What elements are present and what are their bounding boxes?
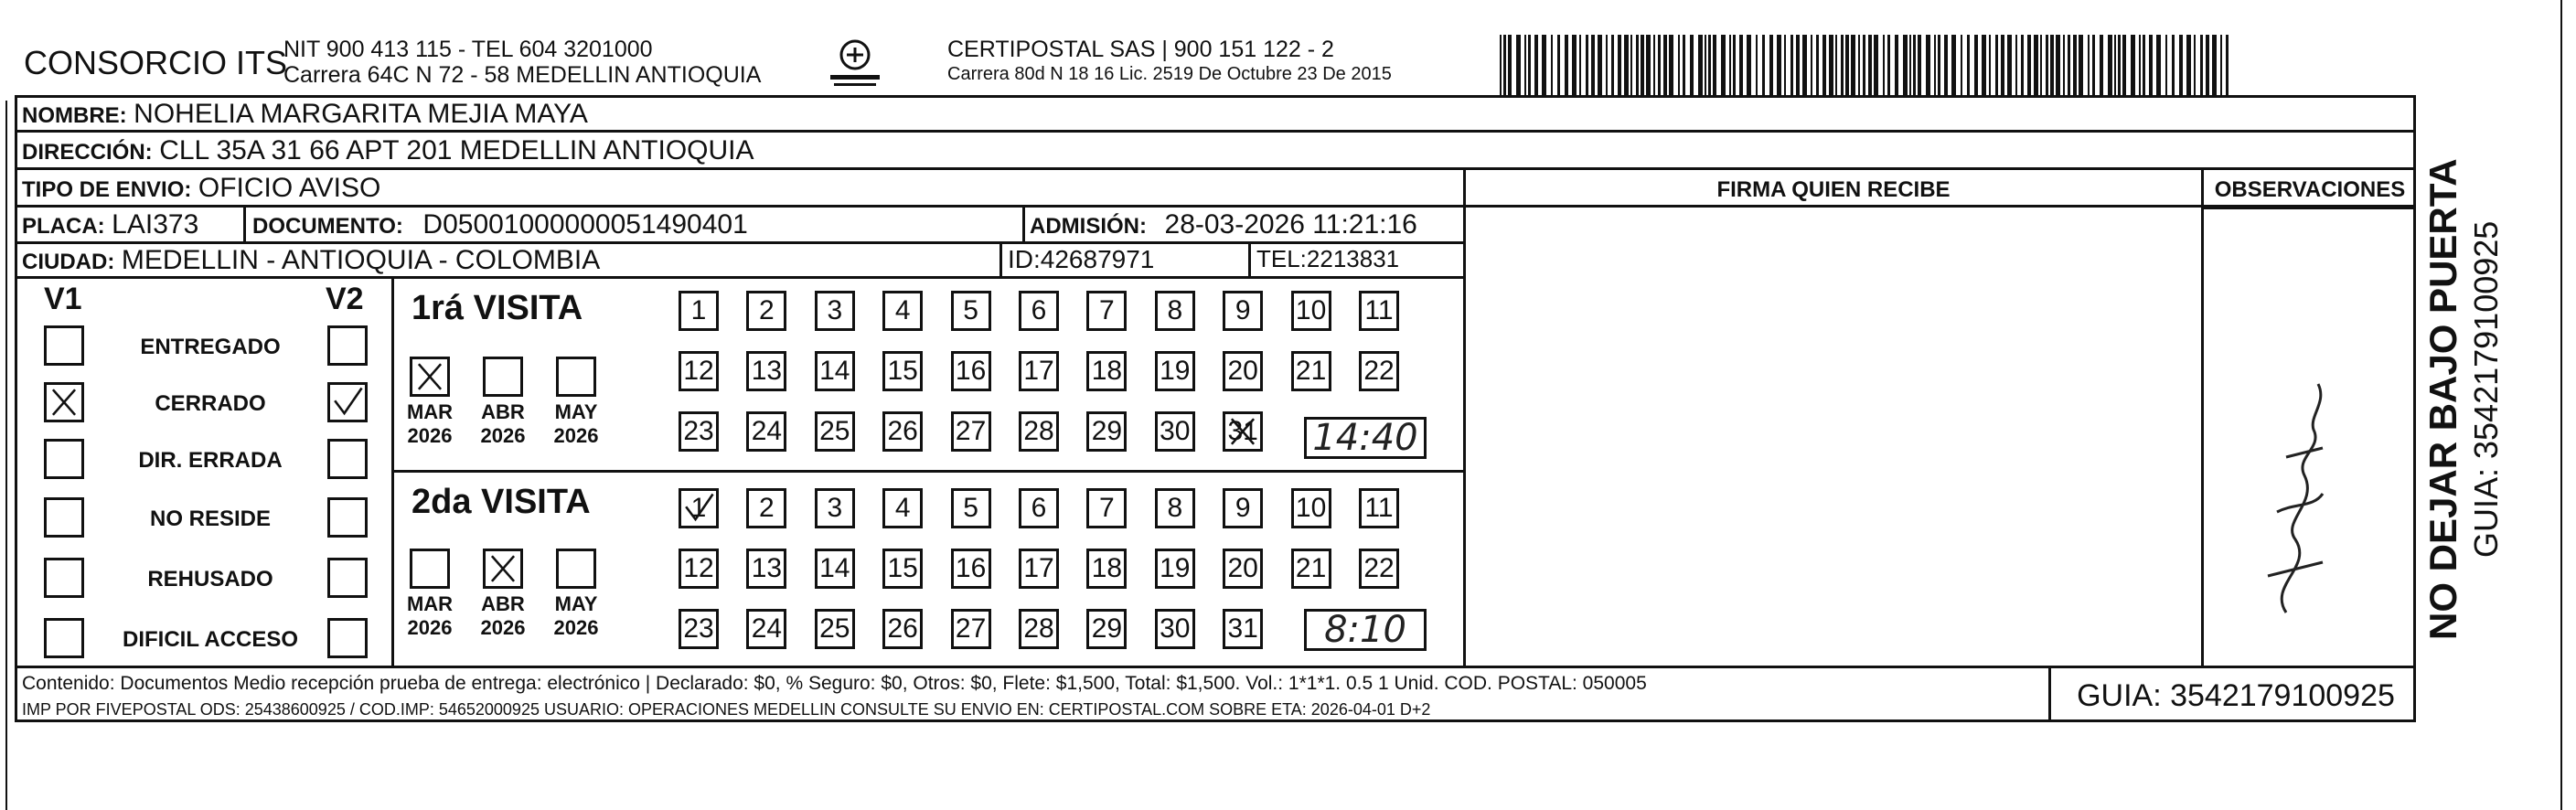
status-label: NO RESIDE (149, 506, 272, 531)
divider (1463, 168, 1466, 667)
barcode-bar (2046, 35, 2048, 95)
barcode-bar (1528, 35, 1531, 95)
v2-checkbox[interactable] (327, 497, 368, 538)
barcode-bar (1598, 35, 1602, 95)
barcode-bar (1944, 35, 1948, 95)
day-box[interactable]: 7 (1086, 291, 1127, 331)
barcode (1500, 35, 2231, 95)
day-box[interactable]: 16 (951, 549, 991, 589)
day-box[interactable]: 10 (1291, 291, 1331, 331)
day-box[interactable]: 13 (746, 549, 786, 589)
day-box[interactable]: 12 (679, 351, 719, 391)
barcode-bar (1698, 35, 1703, 95)
barcode-bar (1845, 35, 1849, 95)
barcode-bar (1989, 35, 1991, 95)
v1-checkbox[interactable] (44, 382, 84, 422)
footer-line2: IMP POR FIVEPOSTAL ODS: 25438600925 / COD.IMP: 54652000925 USUARIO: OPERACIONES MEDELLIN CONSULTE SU ENVIO EN: CERTIPOSTAL.COM SOBRE ETA: 2026-04-01 D+2 (22, 700, 1431, 719)
tipo-row (22, 173, 380, 204)
barcode-bar (1951, 35, 1956, 95)
id-value: ID:42687971 (1008, 245, 1155, 273)
day-box[interactable]: 1 (679, 488, 719, 528)
firma-header: FIRMA QUIEN RECIBE (1716, 177, 1951, 202)
page-edge (2560, 0, 2562, 810)
day-box[interactable]: 24 (746, 411, 786, 452)
day-box[interactable]: 4 (882, 488, 923, 528)
direccion-row (22, 135, 754, 166)
barcode-bar (2143, 35, 2145, 95)
barcode-bar (1868, 35, 1872, 95)
barcode-bar (2179, 35, 2183, 95)
barcode-bar (1829, 35, 1833, 95)
barcode-bar (2007, 35, 2012, 95)
company-name: CONSORCIO ITS (24, 44, 288, 81)
barcode-bar (2149, 35, 2153, 95)
barcode-bar (2063, 35, 2065, 95)
certi-address: Carrera 80d N 18 16 Lic. 2519 De Octubre 23 De 2015 (947, 64, 1392, 84)
barcode-bar (1729, 35, 1731, 95)
day-box[interactable]: 15 (882, 351, 923, 391)
tel-value: TEL:2213831 (1256, 245, 1400, 272)
divider (243, 207, 246, 243)
day-box[interactable]: 13 (746, 351, 786, 391)
day-box[interactable]: 14 (815, 549, 855, 589)
month-checkbox[interactable] (410, 549, 450, 589)
day-box[interactable]: 7 (1086, 488, 1127, 528)
placa-value: LAI373 (112, 209, 199, 240)
visit1-time: 14:40 (1304, 417, 1427, 459)
month-label: MAY (554, 400, 598, 423)
barcode-bar (1874, 35, 1878, 95)
day-box[interactable]: 4 (882, 291, 923, 331)
side-warning: NO DEJAR BAJO PUERTA (2421, 158, 2464, 640)
barcode-bar (1653, 35, 1655, 95)
barcode-bar (1641, 35, 1644, 95)
tipo-label: TIPO DE ENVIO: (22, 177, 192, 202)
day-box[interactable]: 25 (815, 609, 855, 649)
barcode-bar (1739, 35, 1743, 95)
day-box[interactable]: 21 (1291, 351, 1331, 391)
year-label: 2026 (480, 424, 526, 447)
barcode-bar (1542, 35, 1546, 95)
day-box[interactable]: 31 (1223, 609, 1263, 649)
day-box[interactable]: 11 (1359, 291, 1399, 331)
barcode-bar (1926, 35, 1930, 95)
barcode-bar (1669, 35, 1673, 95)
visit2-time: 8:10 (1304, 609, 1427, 651)
barcode-bar (1503, 35, 1506, 95)
divider (2048, 666, 2051, 722)
barcode-bar (2186, 35, 2191, 95)
barcode-bar (1705, 35, 1706, 95)
month-checkbox[interactable] (410, 357, 450, 397)
v2-checkbox[interactable] (327, 439, 368, 479)
day-box[interactable]: 30 (1155, 411, 1195, 452)
barcode-bar (1777, 35, 1781, 95)
day-box[interactable]: 26 (882, 411, 923, 452)
barcode-bar (1733, 35, 1736, 95)
barcode-bar (2015, 35, 2017, 95)
barcode-bar (2092, 35, 2095, 95)
barcode-bar (1534, 35, 1538, 95)
barcode-bar (2131, 35, 2135, 95)
barcode-bar (1974, 35, 1978, 95)
day-box[interactable]: 17 (1019, 549, 1059, 589)
barcode-bar (1683, 35, 1685, 95)
nombre-row (22, 99, 588, 130)
barcode-bar (2194, 35, 2196, 95)
placa-label: PLACA: (22, 214, 105, 239)
day-box[interactable]: 28 (1019, 411, 1059, 452)
day-box[interactable]: 12 (679, 549, 719, 589)
barcode-bar (1516, 35, 1521, 95)
day-box[interactable]: 25 (815, 411, 855, 452)
barcode-bar (1961, 35, 1962, 95)
barcode-bar (1708, 35, 1711, 95)
direccion-value: CLL 35A 31 66 APT 201 MEDELLIN ANTIOQUIA (159, 135, 754, 165)
day-box[interactable]: 5 (951, 291, 991, 331)
divider (391, 276, 394, 667)
day-box[interactable]: 21 (1291, 549, 1331, 589)
v1-checkbox[interactable] (44, 618, 84, 658)
month-checkbox[interactable] (483, 357, 523, 397)
barcode-bar (1624, 35, 1629, 95)
barcode-bar (1822, 35, 1826, 95)
year-label: 2026 (407, 616, 453, 639)
barcode-bar (1851, 35, 1855, 95)
day-box[interactable]: 3 (815, 488, 855, 528)
day-box[interactable]: 22 (1359, 549, 1399, 589)
nombre-label: NOMBRE: (22, 103, 127, 128)
day-box[interactable]: 26 (882, 609, 923, 649)
day-box[interactable]: 20 (1223, 549, 1263, 589)
month-label: MAR (406, 592, 454, 615)
day-box[interactable]: 28 (1019, 609, 1059, 649)
barcode-bar (1762, 35, 1765, 95)
day-box[interactable]: 6 (1019, 488, 1059, 528)
month-label: MAY (554, 592, 598, 615)
barcode-bar (2088, 35, 2090, 95)
footer-line1: Contenido: Documentos Medio recepción prueba de entrega: electrónico | Declarado: $0, % Seguro: $0, Otros: $0, Flete: $1,500, Total: $1,500. Vol.: 1*1*1. 0.5 1 Unid. COD. POSTAL: 050005 (22, 673, 1647, 694)
barcode-bar (2001, 35, 2004, 95)
barcode-bar (1756, 35, 1758, 95)
day-box[interactable]: 16 (951, 351, 991, 391)
v2-checkbox[interactable] (327, 618, 368, 658)
day-box[interactable]: 31 (1223, 411, 1263, 452)
day-box[interactable]: 23 (679, 411, 719, 452)
barcode-bar (1903, 35, 1908, 95)
status-label: DIR. ERRADA (138, 448, 283, 473)
year-label: 2026 (553, 424, 599, 447)
v2-label: V2 (326, 282, 364, 316)
divider (15, 205, 2416, 208)
day-box[interactable]: 18 (1086, 549, 1127, 589)
barcode-bar (2034, 35, 2038, 95)
barcode-bar (2027, 35, 2031, 95)
page-edge (5, 101, 7, 810)
divider (15, 130, 2416, 133)
company-address: Carrera 64C N 72 - 58 MEDELLIN ANTIOQUIA (283, 62, 762, 88)
divider (1248, 241, 1251, 278)
day-box[interactable]: 20 (1223, 351, 1263, 391)
barcode-bar (2056, 35, 2060, 95)
barcode-bar (2118, 35, 2121, 95)
documento-label: DOCUMENTO: (252, 214, 403, 239)
admision-label: ADMISIÓN: (1030, 214, 1147, 239)
barcode-bar (1995, 35, 1998, 95)
day-box[interactable]: 17 (1019, 351, 1059, 391)
certi-name: CERTIPOSTAL SAS | 900 151 122 - 2 (947, 37, 1334, 62)
barcode-bar (1796, 35, 1800, 95)
day-box[interactable]: 19 (1155, 351, 1195, 391)
day-box[interactable]: 5 (951, 488, 991, 528)
observaciones-header: OBSERVACIONES (2214, 177, 2406, 202)
v2-checkbox[interactable] (327, 325, 368, 366)
footer-guia: GUIA: 3542179100925 (2077, 678, 2395, 713)
ciudad-row (22, 245, 600, 276)
month-label: MAR (406, 400, 454, 423)
barcode-bar (1646, 35, 1651, 95)
visit1-title: 1rá VISITA (412, 289, 583, 327)
barcode-bar (1572, 35, 1577, 95)
barcode-bar (2114, 35, 2116, 95)
barcode-bar (2200, 35, 2203, 95)
barcode-bar (1982, 35, 1986, 95)
status-label: ENTREGADO (140, 335, 281, 359)
day-box[interactable]: 1 (679, 291, 719, 331)
barcode-bar (1938, 35, 1940, 95)
barcode-bar (1769, 35, 1773, 95)
divider (2201, 207, 2416, 209)
documento-field (252, 209, 748, 240)
barcode-bar (1790, 35, 1793, 95)
day-box[interactable]: 27 (951, 609, 991, 649)
day-box[interactable]: 18 (1086, 351, 1127, 391)
day-box[interactable]: 29 (1086, 609, 1127, 649)
barcode-bar (1663, 35, 1667, 95)
visit2-title: 2da VISITA (412, 483, 591, 521)
day-box[interactable]: 14 (815, 351, 855, 391)
status-label: REHUSADO (147, 567, 273, 592)
barcode-bar (1690, 35, 1694, 95)
barcode-bar (2021, 35, 2024, 95)
day-box[interactable]: 15 (882, 549, 923, 589)
day-box[interactable]: 2 (746, 488, 786, 528)
day-box[interactable]: 24 (746, 609, 786, 649)
barcode-bar (2220, 35, 2222, 95)
barcode-bar (1586, 35, 1588, 95)
barcode-bar (2050, 35, 2054, 95)
v2-checkbox[interactable] (327, 558, 368, 598)
day-box[interactable]: 8 (1155, 488, 1195, 528)
divider (2201, 168, 2204, 667)
v1-checkbox[interactable] (44, 439, 84, 479)
day-box[interactable]: 9 (1223, 488, 1263, 528)
admision-value: 28-03-2026 11:21:16 (1164, 209, 1417, 240)
barcode-bar (1835, 35, 1837, 95)
day-box[interactable]: 8 (1155, 291, 1195, 331)
barcode-bar (1557, 35, 1560, 95)
barcode-bar (1551, 35, 1553, 95)
month-checkbox[interactable] (556, 549, 596, 589)
day-box[interactable]: 10 (1291, 488, 1331, 528)
day-box[interactable]: 6 (1019, 291, 1059, 331)
day-box[interactable]: 23 (679, 609, 719, 649)
barcode-bar (1967, 35, 1970, 95)
barcode-bar (1802, 35, 1807, 95)
divider (391, 470, 1465, 473)
side-guia: GUIA: 3542179100925 (2467, 220, 2505, 558)
year-label: 2026 (553, 616, 599, 639)
barcode-bar (2139, 35, 2141, 95)
day-box[interactable]: 3 (815, 291, 855, 331)
ciudad-value: MEDELLIN - ANTIOQUIA - COLOMBIA (121, 245, 601, 275)
v1-checkbox[interactable] (44, 558, 84, 598)
barcode-bar (2156, 35, 2161, 95)
barcode-bar (1841, 35, 1844, 95)
v1-checkbox[interactable] (44, 325, 84, 366)
year-label: 2026 (407, 424, 453, 447)
barcode-bar (1721, 35, 1726, 95)
barcode-bar (1747, 35, 1751, 95)
barcode-bar (1565, 35, 1568, 95)
barcode-bar (1784, 35, 1786, 95)
barcode-bar (1934, 35, 1936, 95)
barcode-bar (1611, 35, 1614, 95)
day-box[interactable]: 22 (1359, 351, 1399, 391)
month-checkbox[interactable] (556, 357, 596, 397)
day-box[interactable]: 9 (1223, 291, 1263, 331)
barcode-bar (2206, 35, 2209, 95)
month-label: ABR (481, 400, 525, 423)
barcode-bar (1508, 35, 1512, 95)
barcode-bar (1636, 35, 1639, 95)
barcode-bar (2100, 35, 2103, 95)
barcode-bar (1895, 35, 1898, 95)
status-label: CERRADO (155, 391, 266, 416)
barcode-bar (1524, 35, 1526, 95)
ciudad-label: CIUDAD: (22, 250, 115, 274)
barcode-bar (2172, 35, 2175, 95)
barcode-bar (1579, 35, 1581, 95)
barcode-bar (1630, 35, 1632, 95)
company-nit: NIT 900 413 115 - TEL 604 3201000 (283, 37, 653, 62)
barcode-bar (2212, 35, 2217, 95)
barcode-bar (1811, 35, 1812, 95)
barcode-bar (2108, 35, 2112, 95)
signature (2231, 347, 2368, 622)
year-label: 2026 (480, 616, 526, 639)
barcode-bar (2079, 35, 2083, 95)
barcode-bar (1606, 35, 1608, 95)
divider (15, 666, 2416, 668)
divider (999, 241, 1002, 278)
placa-row (22, 209, 198, 240)
barcode-bar (1863, 35, 1865, 95)
status-label: DIFICIL ACCESO (122, 627, 298, 652)
barcode-bar (1678, 35, 1680, 95)
day-box[interactable]: 27 (951, 411, 991, 452)
documento-value: D05001000000051490401 (422, 209, 748, 240)
v1-checkbox[interactable] (44, 497, 84, 538)
barcode-bar (1816, 35, 1819, 95)
v1-label: V1 (44, 282, 82, 316)
day-box[interactable]: 19 (1155, 549, 1195, 589)
tipo-value: OFICIO AVISO (198, 173, 381, 203)
day-box[interactable]: 2 (746, 291, 786, 331)
barcode-bar (1913, 35, 1916, 95)
barcode-bar (1887, 35, 1890, 95)
barcode-bar (1591, 35, 1595, 95)
barcode-bar (1658, 35, 1661, 95)
barcode-bar (1858, 35, 1860, 95)
barcode-bar (1618, 35, 1621, 95)
barcode-bar (2040, 35, 2042, 95)
day-box[interactable]: 29 (1086, 411, 1127, 452)
barcode-bar (1909, 35, 1911, 95)
barcode-bar (1500, 35, 1502, 95)
divider (15, 167, 2416, 170)
barcode-bar (1883, 35, 1885, 95)
v2-checkbox[interactable] (327, 382, 368, 422)
barcode-bar (2073, 35, 2077, 95)
day-box[interactable]: 30 (1155, 609, 1195, 649)
month-label: ABR (481, 592, 525, 615)
barcode-bar (2122, 35, 2126, 95)
divider (1022, 207, 1025, 243)
barcode-bar (1713, 35, 1716, 95)
admision-field (1030, 209, 1417, 240)
nombre-value: NOHELIA MARGARITA MEJIA MAYA (134, 99, 588, 129)
barcode-bar (1918, 35, 1921, 95)
day-box[interactable]: 11 (1359, 488, 1399, 528)
barcode-bar (2165, 35, 2167, 95)
certipostal-logo (823, 37, 887, 91)
barcode-bar (2068, 35, 2070, 95)
direccion-label: DIRECCIÓN: (22, 140, 153, 165)
barcode-bar (2226, 35, 2229, 95)
month-checkbox[interactable] (483, 549, 523, 589)
